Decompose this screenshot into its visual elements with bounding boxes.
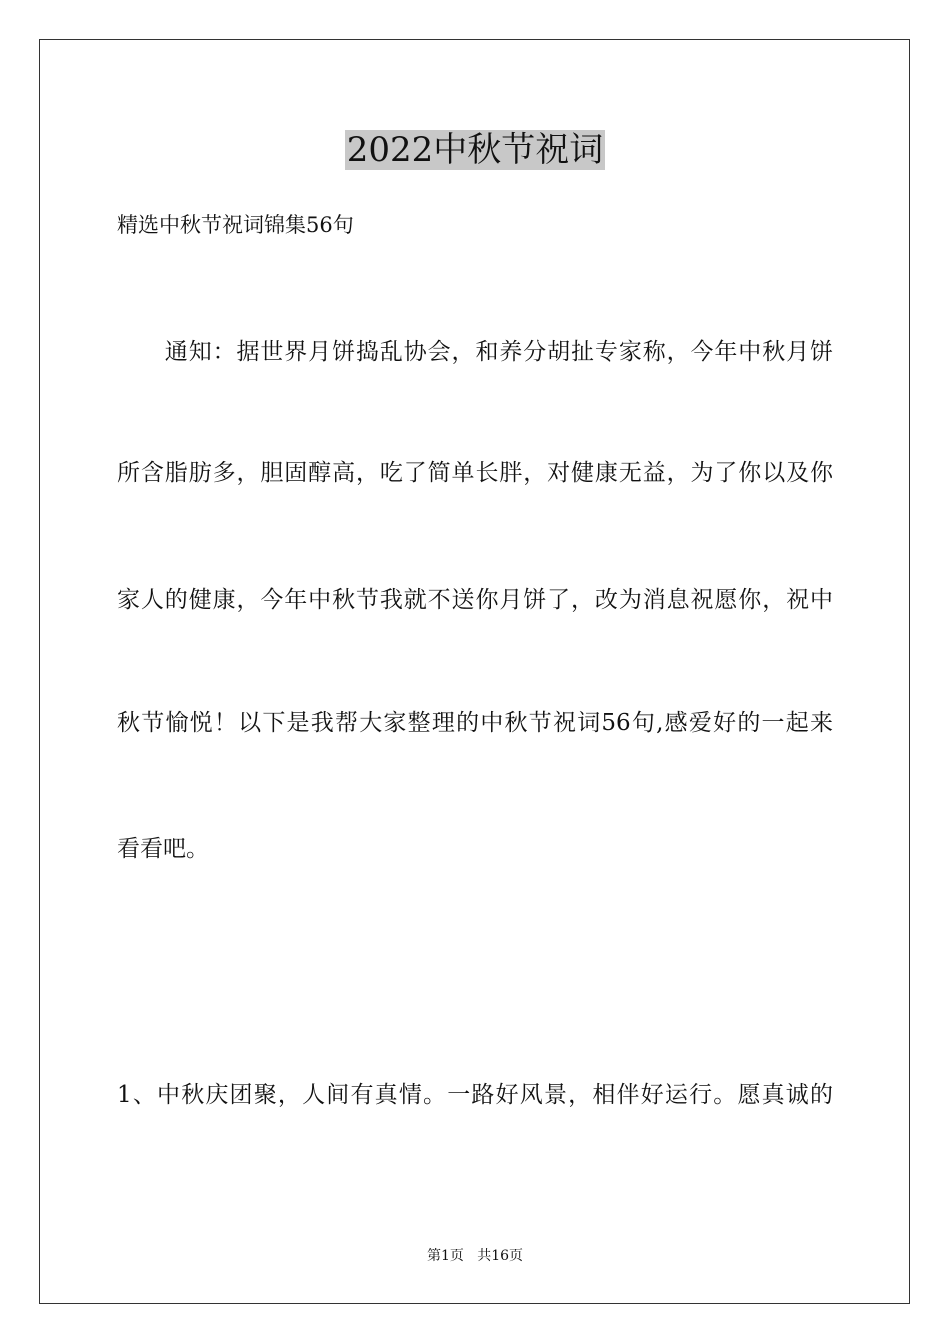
intro-paragraph-line: 通知：据世界月饼捣乱协会，和养分胡扯专家称，今年中秋月饼 bbox=[117, 339, 833, 365]
document-title bbox=[0, 126, 950, 174]
intro-paragraph-line: 秋节愉悦！以下是我帮大家整理的中秋节祝词56句,感爱好的一起来 bbox=[117, 710, 833, 736]
list-item: 1、中秋庆团聚，人间有真情。一路好风景，相伴好运行。愿真诚的 bbox=[117, 1082, 833, 1108]
intro-paragraph-line: 家人的健康，今年中秋节我就不送你月饼了，改为消息祝愿你，祝中 bbox=[117, 587, 833, 613]
document-title-text: 2022中秋节祝词 bbox=[346, 130, 604, 170]
page-footer: 第1页 共16页 bbox=[426, 1248, 524, 1264]
intro-paragraph-line: 看看吧。 bbox=[117, 836, 209, 862]
intro-paragraph-line: 所含脂肪多，胆固醇高，吃了简单长胖，对健康无益，为了你以及你 bbox=[117, 460, 833, 486]
document-subtitle: 精选中秋节祝词锦集56句 bbox=[117, 213, 354, 237]
